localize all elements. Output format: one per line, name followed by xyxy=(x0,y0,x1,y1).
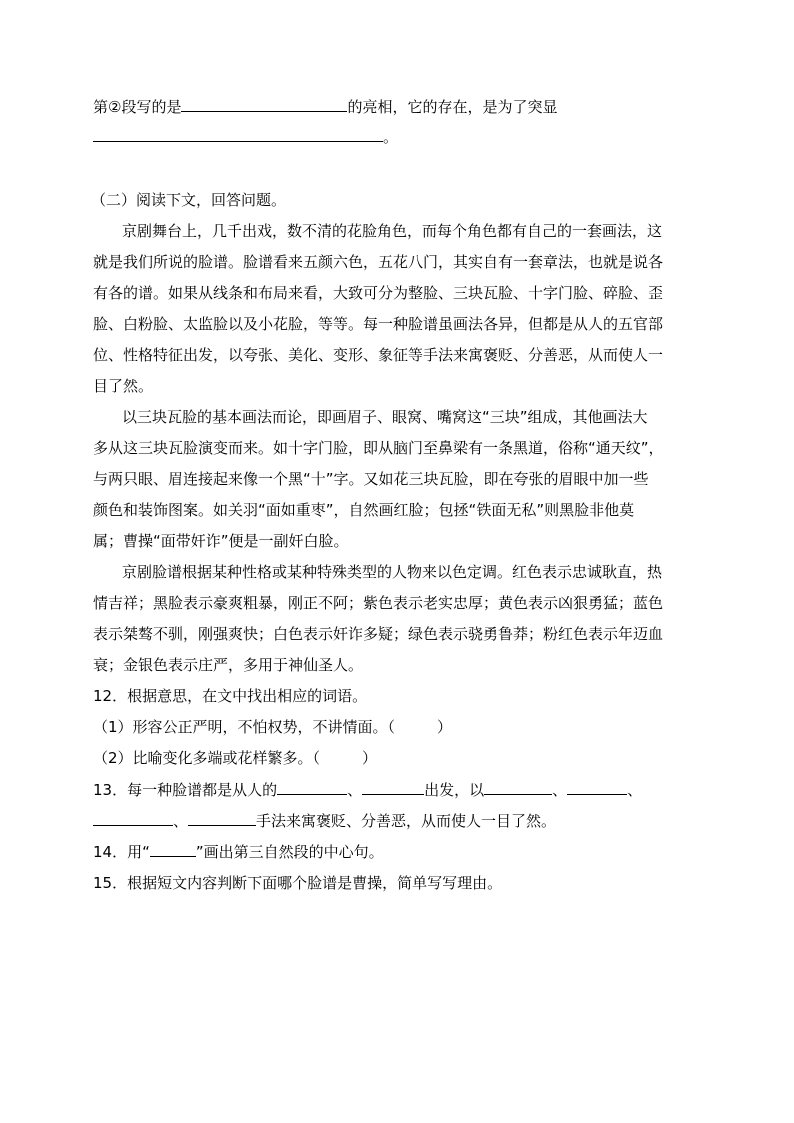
question-12-1 xyxy=(93,717,452,737)
text: 、 xyxy=(627,781,643,799)
answer-blank[interactable] xyxy=(93,127,383,142)
passage-line: 就是我们所说的脸谱。脸谱看来五颜六色，五花八门，其实自有一套章法，也就是说各 xyxy=(93,253,664,271)
passage-line: 京剧舞台上，几千出戏，数不清的花脸角色，而每个角色都有自己的一套画法，这 xyxy=(122,222,663,240)
text: ） xyxy=(362,749,378,767)
question-15: 15．根据短文内容判断下面哪个脸谱是曹操，简单写写理由。 xyxy=(93,874,503,892)
text: （2）比喻变化多端或花样繁多。（ xyxy=(93,749,321,767)
answer-blank[interactable] xyxy=(277,780,347,795)
passage-line: 属；曹操“面带奸诈”便是一副奸白脸。 xyxy=(93,532,349,550)
fill-line-emphasis xyxy=(93,127,398,147)
passage-line: 情吉祥；黑脸表示豪爽粗暴，刚正不阿；紫色表示老实忠厚；黄色表示凶狠勇猛；蓝色 xyxy=(93,594,664,612)
passage-line: 颜色和装饰图案。如关羽“面如重枣”，自然画红脸；包拯“铁面无私”则黑脸非他莫 xyxy=(93,501,635,519)
passage-line: 多从这三块瓦脸演变而来。如十字门脸，即从脑门至鼻梁有一条黑道，俗称“通天纹”， xyxy=(93,439,664,457)
text: 14．用“ xyxy=(93,843,150,861)
text: 的亮相，它的存在，是为了突显 xyxy=(347,98,558,116)
passage-line: 以三块瓦脸的基本画法而论，即画眉子、眼窝、嘴窝这“三块”组成，其他画法大 xyxy=(122,408,648,426)
underline-sample xyxy=(150,842,196,857)
text: ”画出第三自然段的中心句。 xyxy=(195,843,384,861)
answer-blank[interactable] xyxy=(567,780,627,795)
passage-line: 有各的谱。如果从线条和布局来看，大致可分为整脸、三块瓦脸、十字门脸、碎脸、歪 xyxy=(93,284,664,302)
text: 、 xyxy=(173,812,189,830)
text: 、 xyxy=(552,781,568,799)
passage-line: 表示桀骜不驯，刚强爽快；白色表示奸诈多疑；绿色表示骁勇鲁莽；粉红色表示年迈血 xyxy=(93,625,664,643)
answer-blank[interactable] xyxy=(181,97,347,112)
passage-line: 与两只眼、眉连接起来像一个黑“十”字。又如花三块瓦脸，即在夸张的眉眼中加一些 xyxy=(93,470,649,488)
question-13-cont xyxy=(93,811,556,831)
fill-line-paragraph-2 xyxy=(93,97,557,117)
answer-blank[interactable] xyxy=(188,811,256,826)
question-12-2 xyxy=(93,748,377,768)
text: 、 xyxy=(347,781,363,799)
passage-line: 衰；金银色表示庄严，多用于神仙圣人。 xyxy=(93,656,364,674)
text: （1）形容公正严明，不怕权势，不讲情面。（ xyxy=(93,718,396,736)
question-14 xyxy=(93,842,384,862)
answer-blank[interactable] xyxy=(362,780,424,795)
passage-line: 脸、白粉脸、太监脸以及小花脸，等等。每一种脸谱虽画法各异，但都是从人的五官部 xyxy=(93,315,664,333)
text: 手法来寓褒贬、分善恶，从而使人一目了然。 xyxy=(256,812,557,830)
passage-line: 位、性格特征出发，以夸张、美化、变形、象征等手法来寓褒贬、分善恶，从而使人一 xyxy=(93,346,664,364)
answer-blank[interactable] xyxy=(93,811,173,826)
text: ） xyxy=(437,718,453,736)
text: 出发，以 xyxy=(424,781,485,799)
text: 第②段写的是 xyxy=(93,98,182,116)
text: 。 xyxy=(383,128,399,146)
question-12: 12．根据意思，在文中找出相应的词语。 xyxy=(93,687,368,705)
text: 13．每一种脸谱都是从人的 xyxy=(93,781,278,799)
passage-line: 目了然。 xyxy=(93,377,154,395)
section-heading: （二）阅读下文，回答问题。 xyxy=(91,191,287,209)
passage-line: 京剧脸谱根据某种性格或某种特殊类型的人物来以色定调。红色表示忠诚耿直，热 xyxy=(122,563,663,581)
answer-blank[interactable] xyxy=(484,780,552,795)
question-13 xyxy=(93,780,642,800)
